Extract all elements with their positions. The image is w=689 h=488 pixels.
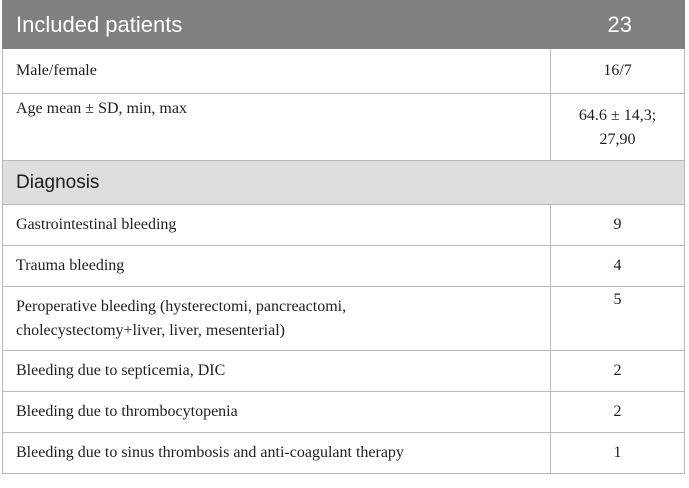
row-value: 16/7 xyxy=(551,49,685,94)
row-label: Bleeding due to sinus thrombosis and anti-coagulant therapy xyxy=(3,433,551,474)
row-value: 5 xyxy=(551,287,685,351)
row-label: Trauma bleeding xyxy=(3,246,551,287)
value-line: 27,90 xyxy=(599,131,636,148)
header-label: Included patients xyxy=(3,1,551,49)
header-value: 23 xyxy=(551,1,685,49)
table-row xyxy=(3,392,685,433)
row-label: Male/female xyxy=(3,49,551,94)
row-value: 4 xyxy=(551,246,685,287)
value-line: 64.6 ± 14,3; xyxy=(578,107,657,124)
table-header-row xyxy=(3,1,685,49)
section-header-row xyxy=(3,161,685,205)
table-row xyxy=(3,351,685,392)
row-value: 9 xyxy=(551,205,685,246)
row-label: Gastrointestinal bleeding xyxy=(3,205,551,246)
label-line: Peroperative bleeding (hysterectomi, pancreactomi, xyxy=(16,297,347,315)
table-row xyxy=(3,205,685,246)
row-value xyxy=(551,94,685,161)
table-row xyxy=(3,94,685,161)
table-row xyxy=(3,287,685,351)
row-value: 1 xyxy=(551,433,685,474)
row-label: Bleeding due to thrombocytopenia xyxy=(3,392,551,433)
row-value: 2 xyxy=(551,392,685,433)
row-value: 2 xyxy=(551,351,685,392)
row-label: Bleeding due to septicemia, DIC xyxy=(3,351,551,392)
label-line: cholecystectomy+liver, liver, mesenterial) xyxy=(16,321,285,339)
row-label xyxy=(3,287,551,351)
table-row xyxy=(3,433,685,474)
section-title: Diagnosis xyxy=(3,161,685,205)
patient-characteristics-table xyxy=(2,0,685,474)
table-row xyxy=(3,49,685,94)
row-label: Age mean ± SD, min, max xyxy=(3,94,551,161)
table-row xyxy=(3,246,685,287)
